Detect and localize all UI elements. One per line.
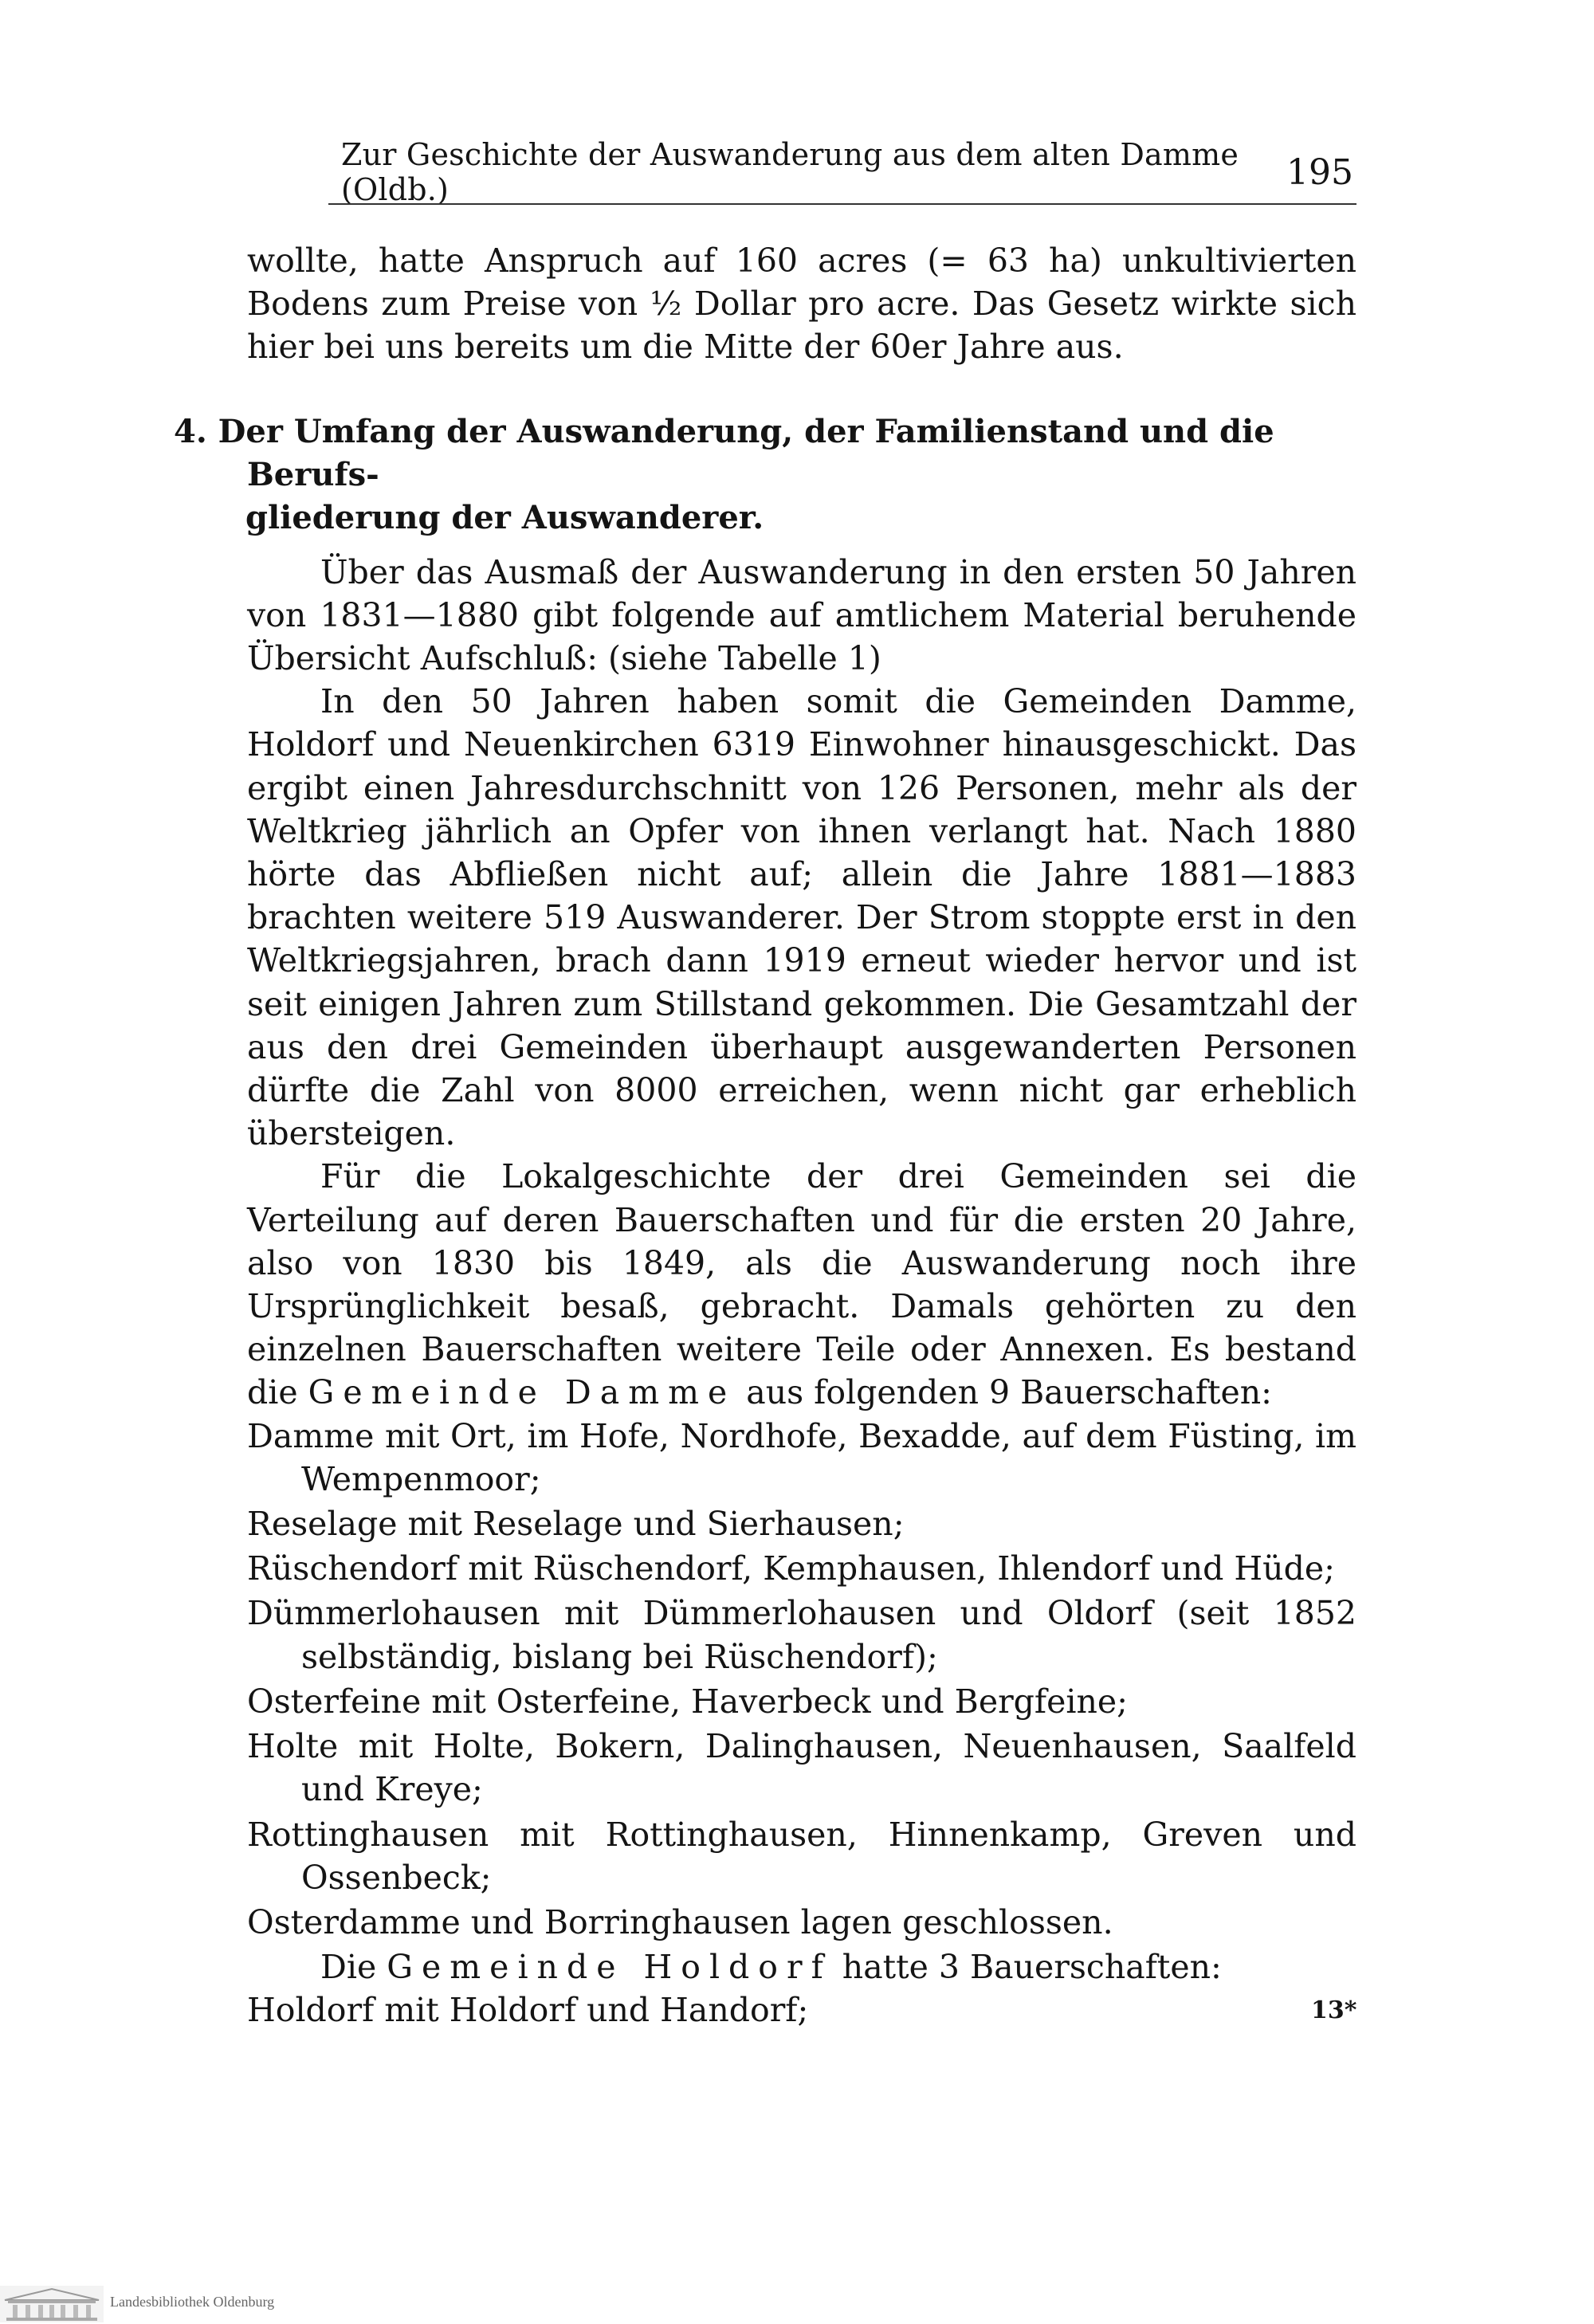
list-item: Reselage mit Reselage und Sierhausen; [247, 1505, 905, 1544]
paragraph-text: Die [320, 1948, 387, 1987]
library-name: Landesbibliothek Oldenburg [110, 2294, 275, 2310]
signature-mark: 13* [1311, 1996, 1357, 2024]
section-heading [174, 410, 1356, 540]
running-header [341, 137, 1353, 207]
page-body [174, 239, 1356, 2034]
bauerschaft-list-damme [247, 1415, 1356, 1944]
list-item: Holdorf mit Holdorf und Handorf; [247, 1991, 809, 2030]
paragraph [247, 1945, 1356, 1988]
section-heading-line2: gliederung der Auswanderer. [245, 498, 764, 536]
list-item: Osterdamme und Borringhausen lagen geschlossen. [247, 1902, 1113, 1941]
section-heading-line1: 4. Der Umfang der Auswanderung, der Familienstand und die Berufs- [174, 412, 1274, 493]
paragraph [247, 1155, 1356, 1414]
paragraph: In den 50 Jahren haben somit die Gemeinden Damme, Holdorf und Neuenkirchen 6319 Einwohner hinausgeschickt. Das ergibt einen Jahresdurchschnitt von 126 Personen, mehr als der Weltkrieg jährlich an Opfer von ihnen verlangt hat. Nach 1880 hörte das Abfließen nicht auf; allein die Jahre 1881—1883 brachten weitere 519 Auswanderer. Der Strom stoppte erst in den Weltkriegsjahren, brach dann 1919 erneut wieder hervor und ist seit einigen Jahren zum Stillstand gekommen. Die Gesamtzahl der aus den drei Gemeinden überhaupt ausgewanderten Personen dürfte die Zahl von 8000 erreichen, wenn nicht gar erheblich übersteigen. [247, 682, 1356, 1153]
bauerschaft-list-holdorf [247, 1988, 1356, 2032]
paragraph: Über das Ausmaß der Auswanderung in den ersten 50 Jahren von 1831—1880 gibt folgende auf amtlichem Material beruhende Übersicht Aufschluß: (siehe Tabelle 1) [247, 552, 1356, 678]
list-item: Damme mit Ort, im Hofe, Nordhofe, Bexadde, auf dem Füsting, im Wempenmoor; [247, 1416, 1356, 1498]
paragraph-text: hatte 3 Bauerschaften: [831, 1948, 1222, 1987]
paragraph-text: Für die Lokalgeschichte der drei Gemeinden sei die Verteilung auf deren Bauerschaften und für die ersten 20 Jahre, also von 1830 bis 1849, als die Auswanderung noch ihre Ursprünglichkeit besaß, gebracht. Damals gehörten zu den einzelnen Bauerschaften weitere Teile oder Annexen. Es bestand die [247, 1157, 1356, 1412]
list-item: Holte mit Holte, Bokern, Dalinghausen, Neuenhausen, Saalfeld und Kreye; [247, 1727, 1356, 1809]
library-building-icon [0, 2286, 104, 2322]
list-item: Rüschendorf mit Rüschendorf, Kemphausen, Ihlendorf und Hüde; [247, 1549, 1335, 1588]
paragraph-text: aus folgenden 9 Bauerschaften: [736, 1373, 1272, 1412]
list-item: Rottinghausen mit Rottinghausen, Hinnenkamp, Greven und Ossenbeck; [247, 1815, 1356, 1897]
spaced-emphasis: Gemeinde Holdorf [387, 1948, 832, 1987]
page-number: 195 [1286, 151, 1353, 193]
spaced-emphasis: Gemeinde Damme [308, 1373, 736, 1412]
paragraph: wollte, hatte Anspruch auf 160 acres (= 63 ha) unkultivierten Bodens zum Preise von ½ Dollar pro acre. Das Gesetz wirkte sich hier bei uns bereits um die Mitte der 60er Jahre aus. [247, 241, 1356, 367]
list-item: Dümmerlohausen mit Dümmerlohausen und Oldorf (seit 1852 selbständig, bislang bei Rüschendorf); [247, 1594, 1356, 1676]
running-title: Zur Geschichte der Auswanderung aus dem alten Damme (Oldb.) [341, 137, 1239, 207]
list-item: Osterfeine mit Osterfeine, Haverbeck und Bergfeine; [247, 1682, 1128, 1721]
header-divider [328, 203, 1356, 205]
